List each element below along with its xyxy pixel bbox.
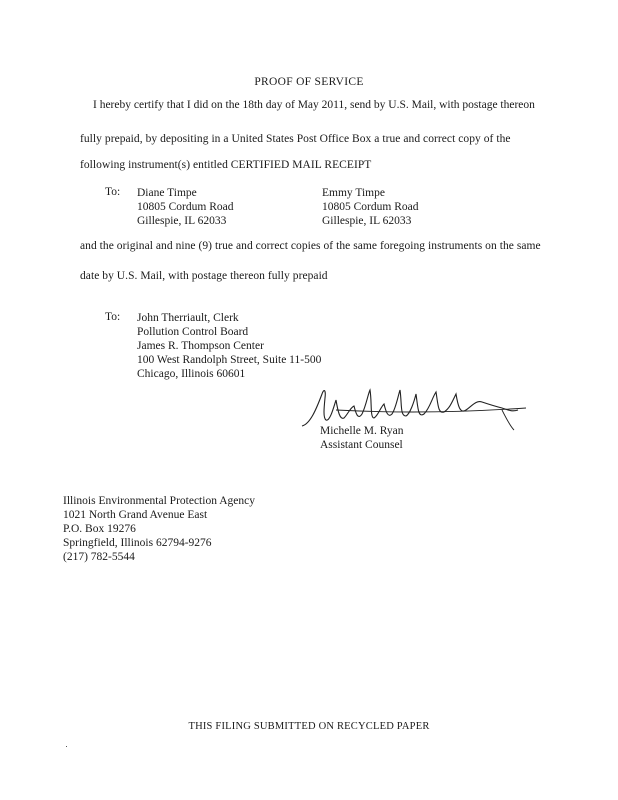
scan-speck <box>66 746 67 747</box>
recycled-paper-footer: THIS FILING SUBMITTED ON RECYCLED PAPER <box>188 721 430 732</box>
document-title: PROOF OF SERVICE <box>254 76 364 88</box>
clerk-name: John Therriault, Clerk <box>137 312 239 324</box>
signer-title: Assistant Counsel <box>320 439 403 451</box>
recipient-2-city: Gillespie, IL 62033 <box>322 215 412 227</box>
recipient-1-street: 10805 Cordum Road <box>137 201 234 213</box>
agency-name: Illinois Environmental Protection Agency <box>63 495 255 507</box>
agency-address <box>63 494 255 564</box>
recipient-1-name: Diane Timpe <box>137 187 197 199</box>
to-label: To: <box>105 186 121 198</box>
recipient-2-street: 10805 Cordum Road <box>322 201 419 213</box>
clerk-building: James R. Thompson Center <box>137 340 264 352</box>
clerk-city: Chicago, Illinois 60601 <box>137 368 246 380</box>
body-line-3: following instrument(s) entitled CERTIFIED MAIL RECEIPT <box>80 159 372 171</box>
recipient-1-address <box>137 186 233 228</box>
recipient-2-name: Emmy Timpe <box>322 187 385 199</box>
agency-street: 1021 North Grand Avenue East <box>63 509 208 521</box>
clerk-to-label: To: <box>105 311 121 323</box>
recipient-2-address <box>322 186 418 228</box>
clerk-board: Pollution Control Board <box>137 326 249 338</box>
agency-phone: (217) 782-5544 <box>63 551 135 563</box>
second-para-line-2: date by U.S. Mail, with postage thereon fully prepaid <box>80 270 328 282</box>
second-para-line-1: and the original and nine (9) true and correct copies of the same foregoing instruments on the same <box>80 240 541 252</box>
signer-block <box>320 424 404 452</box>
agency-city: Springfield, Illinois 62794-9276 <box>63 537 212 549</box>
recipient-1-city: Gillespie, IL 62033 <box>137 215 227 227</box>
agency-po-box: P.O. Box 19276 <box>63 523 136 535</box>
signer-name: Michelle M. Ryan <box>320 425 404 437</box>
body-line-1: I hereby certify that I did on the 18th day of May 2011, send by U.S. Mail, with postage thereon <box>93 99 535 111</box>
body-line-2: fully prepaid, by depositing in a United States Post Office Box a true and correct copy of the <box>80 133 511 145</box>
clerk-address <box>137 311 321 381</box>
clerk-street: 100 West Randolph Street, Suite 11-500 <box>137 354 322 366</box>
